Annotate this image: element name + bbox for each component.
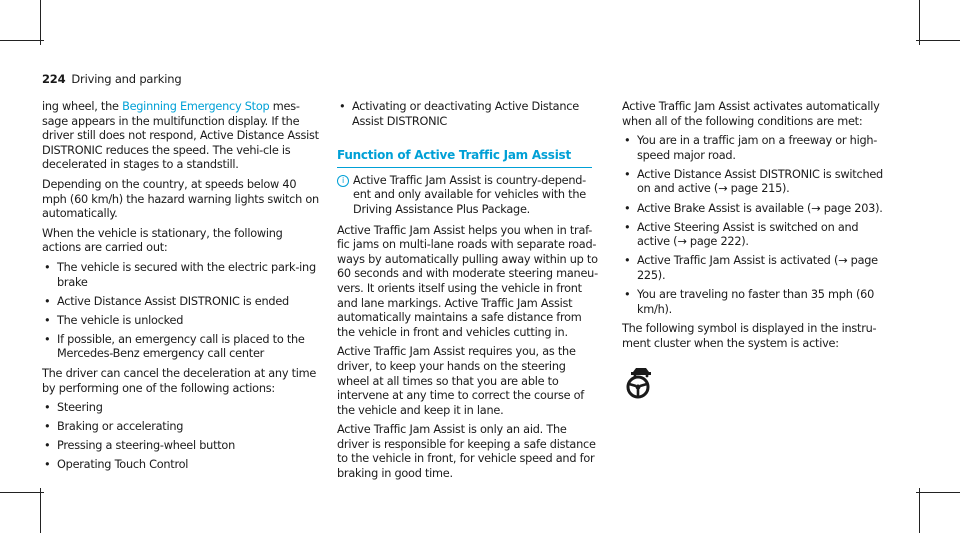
paragraph: The driver can cancel the deceleration at any time by performing one of the following actions: (42, 367, 317, 395)
list-item: • Activating or deactivating Active Distance Assist DISTRONIC (337, 100, 599, 129)
crop-mark (40, 0, 41, 45)
list-item: • Pressing a steering-wheel button (42, 439, 320, 454)
beginning-emergency-stop-link[interactable]: Beginning Emergency Stop (122, 100, 270, 113)
section-name: Driving and parking (71, 72, 182, 86)
list-item: • Braking or accelerating (42, 420, 320, 435)
list-item: • Active Brake Assist is available (→ page 203). (622, 202, 884, 217)
page-header (42, 72, 181, 86)
list-item: • Active Distance Assist DISTRONIC is switched on and active (→ page 215). (622, 168, 884, 197)
list-item: • Active Distance Assist DISTRONIC is ended (42, 295, 320, 310)
paragraph: The following symbol is displayed in the instru-ment cluster when the system is active: (622, 322, 877, 350)
column-left (42, 100, 320, 478)
crop-mark (0, 492, 44, 493)
paragraph: Depending on the country, at speeds below 40 mph (60 km/h) the hazard warning lights switch on automatically. (42, 177, 319, 221)
list-item: • The vehicle is unlocked (42, 314, 320, 329)
paragraph: Active Traffic Jam Assist requires you, as the driver, to keep your hands on the steering wheel at all times so that you are able to intervene at any time to correct the course of the vehicle and keep it in lane. (337, 345, 585, 417)
paragraph: Active Traffic Jam Assist is only an aid. The driver is responsible for keeping a safe distance to the vehicle in front, for vehicle speed and for braking in good time. (337, 423, 596, 481)
list-item: • You are in a traffic jam on a freeway or high-speed major road. (622, 134, 884, 163)
list-item: • Active Traffic Jam Assist is activated (→ page 225). (622, 254, 884, 283)
bullet-list (337, 100, 599, 129)
column-middle (337, 100, 599, 487)
list-item: • You are traveling no faster than 35 mph (60 km/h). (622, 288, 884, 317)
bullet-list (622, 134, 884, 317)
note (337, 174, 599, 218)
crop-mark (916, 492, 960, 493)
paragraph: When the vehicle is stationary, the following actions are carried out: (42, 226, 283, 255)
crop-mark (919, 488, 920, 533)
crop-mark (0, 40, 44, 41)
column-right (622, 100, 884, 404)
list-item: • Steering (42, 401, 320, 416)
info-icon: i (337, 175, 349, 187)
crop-mark (919, 0, 920, 45)
traffic-jam-assist-steering-wheel-icon (622, 365, 884, 404)
list-item: • Active Steering Assist is switched on and active (→ page 222). (622, 221, 884, 250)
note-text: Active Traffic Jam Assist is country-depend-ent and only available for vehicles with the Driving Assistance Plus Package. (353, 173, 586, 216)
list-item: • Operating Touch Control (42, 458, 320, 473)
bullet-list (42, 401, 320, 473)
list-item: • The vehicle is secured with the electric park-ing brake (42, 261, 320, 290)
crop-mark (40, 488, 41, 533)
crop-mark (916, 40, 960, 41)
paragraph: Active Traffic Jam Assist helps you when in traf-fic jams on multi-lane roads with separate road-ways by automatically pulling away within up to 60 seconds and with moderate steering maneu-vers. It orients itself using the vehicle in front and lane markings. Active Traffic Jam Assist automatically maintains a safe distance from the vehicle in front and vehicles cutting in. (337, 223, 598, 339)
list-item: • If possible, an emergency call is placed to the Mercedes-Benz emergency call center (42, 333, 320, 362)
bullet-list (42, 261, 320, 362)
paragraph: ing wheel, the Beginning Emergency Stop mes-sage appears in the multifunction display. If the driver still does not respond, Active Distance Assist DISTRONIC reduces the speed. The vehi-cle is decelerated in stages to a standstill. (42, 100, 319, 172)
section-title: Function of Active Traffic Jam Assist (337, 148, 592, 168)
page-number: 224 (42, 72, 66, 86)
paragraph: Active Traffic Jam Assist activates automatically when all of the following conditions are met: (622, 100, 880, 128)
